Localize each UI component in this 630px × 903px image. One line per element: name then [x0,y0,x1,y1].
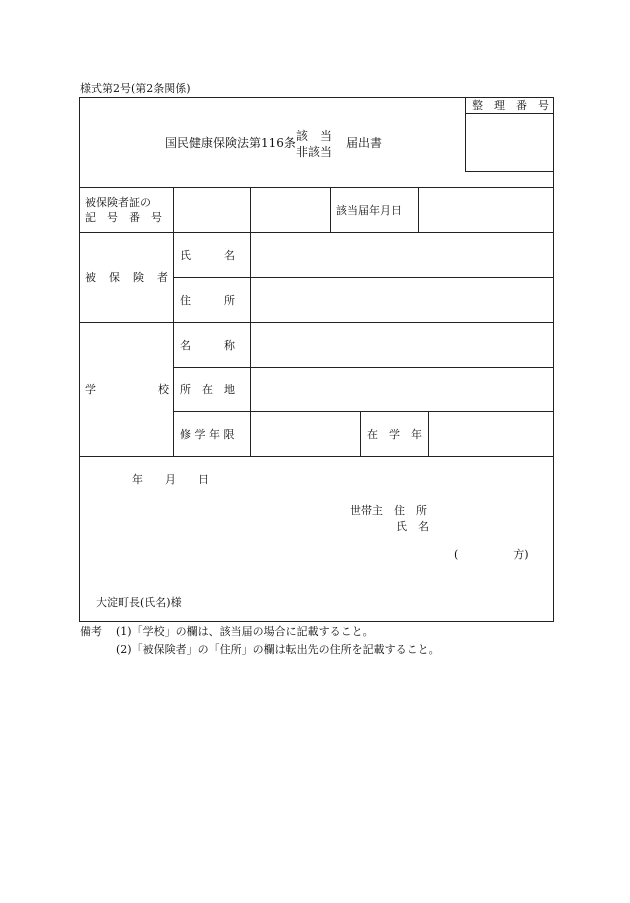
school-location-label: 所 在 地 [180,383,235,396]
course-years-field[interactable] [251,412,359,455]
title-option-applicable: 該 当 [296,129,333,143]
form-title: 国民健康保険法第116条 [165,136,296,150]
school-section-label-2: 校 [158,383,169,396]
rule [330,187,331,232]
rule [465,171,553,172]
insurance-card-symbol-field[interactable] [174,188,249,231]
form-number: 様式第2号(第2条関係) [80,82,191,95]
rule [173,232,174,456]
insured-section-label: 被 保 険 者 [85,271,169,284]
school-name-field[interactable] [251,323,552,366]
addressee: 大淀町長(氏名)様 [96,596,182,609]
ref-number-label: 整 理 番 号 [472,99,549,112]
enrolled-years-label: 在 学 年 [367,428,422,441]
rule [79,456,553,457]
insurance-card-label-2: 記 号 番 号 [85,211,162,224]
school-section-label-1: 学 [85,383,96,396]
phone-label: ( 方) [454,548,529,561]
title-option-not-applicable: 非該当 [296,145,333,159]
rule [360,411,361,456]
note-2: (2)「被保険者」の「住所」の欄は転出先の住所を記載すること。 [116,643,440,656]
insurance-card-label-1: 被保険者証の [85,196,151,209]
insured-name-label: 氏 名 [180,249,235,262]
course-years-label: 修 学 年 限 [180,428,235,441]
enrolled-years-field[interactable] [429,412,552,455]
notes-heading: 備考 [80,625,102,638]
householder-address-label: 世帯主 住 所 [350,504,427,517]
note-1: (1)「学校」の欄は、該当届の場合に記載すること。 [116,625,374,638]
applicable-date-label: 該当届年月日 [336,204,402,217]
insured-address-label: 住 所 [180,294,235,307]
school-name-label: 名 称 [180,339,235,352]
householder-name-label: 氏 名 [396,520,429,533]
school-location-field[interactable] [251,368,552,410]
insured-address-field[interactable] [251,278,552,321]
title-suffix: 届出書 [346,136,383,150]
ref-number-field[interactable] [466,114,552,170]
submission-date: 年 月 日 [132,473,209,486]
applicable-date-field[interactable] [419,188,552,231]
insurance-card-number-field[interactable] [251,188,329,231]
insured-name-field[interactable] [251,233,552,276]
